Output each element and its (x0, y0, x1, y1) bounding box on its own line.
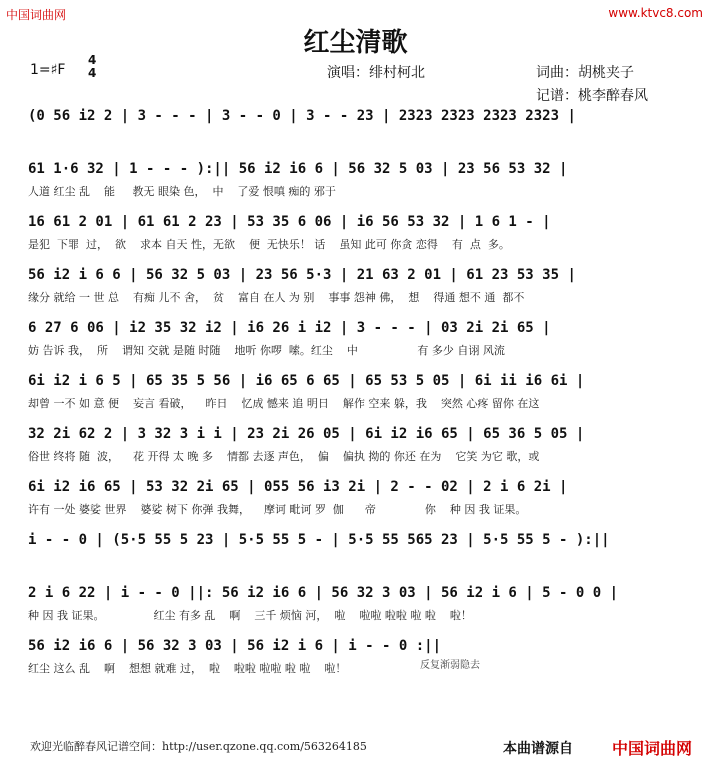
notation-line: 61 1·6 32 | 1 - - - ):|| 56 i2 i6 6 | 56 32 5 03 | 23 56 53 32 | (28, 161, 568, 177)
lyrics-line: 许有 一处 婆娑 世界 婆娑 树下 你弹 我舞， 摩诃 毗诃 罗 伽 帝 你 种 因 我 证果。 (28, 503, 527, 516)
lyrics-line: 是犯 下罪 过， 欲 求本 自天 性，无欲 便 无快乐！ 话 虽知 此可 你贪 恋得 有 点 多。 (28, 238, 510, 251)
footer-welcome: 欢迎光临醉春风记谱空间：http://user.qzone.qq.com/563264185 (30, 740, 367, 753)
watermark-right: www.ktvc8.com (608, 6, 703, 20)
notation-line: 32 2i 62 2 | 3 32 3 i i | 23 2i 26 05 | 6i i2 i6 65 | 65 36 5 05 | (28, 426, 585, 442)
singer: 演唱：绯村柯北 (327, 65, 425, 81)
watermark-left: 中国词曲网 (6, 8, 67, 22)
notation-line: 56 i2 i6 6 | 56 32 3 03 | 56 i2 i 6 | i - - 0 :|| (28, 638, 442, 654)
notation-line: 56 i2 i 6 6 | 56 32 5 03 | 23 56 5·3 | 21 63 2 01 | 61 23 53 35 | (28, 267, 576, 283)
key-signature: 1=♯F (30, 62, 66, 78)
lyrics-line: 缘分 就给 一 世 总 有痴 儿不 舍， 贫 富自 在人 为 别 事事 怨神 佛， 想 得通 想不 通 都不 (28, 291, 525, 304)
lyricist: 词曲：胡桃夹子 (536, 65, 634, 81)
repeat-note: 反复渐弱隐去 (420, 660, 480, 671)
notation-line: 6 27 6 06 | i2 35 32 i2 | i6 26 i i2 | 3 - - - | 03 2i 2i 65 | (28, 320, 551, 336)
time-sig-bottom: 4 (88, 66, 97, 80)
time-signature (88, 54, 96, 80)
lyrics-line: 人道 红尘 乱 能 教无 眼染 色， 中 了爱 恨嗔 痴的 邪于 (28, 185, 336, 198)
footer-brand: 中国词曲网 (612, 739, 693, 758)
lyrics-line: 种 因 我 证果。 红尘 有多 乱 啊 三千 烦恼 河， 啦 啦啦 啦啦 啦 啦 啦！ (28, 609, 472, 622)
notation-line: i - - 0 | (5·5 55 5 23 | 5·5 55 5 - | 5·5 55 565 23 | 5·5 55 5 - ):|| (28, 532, 610, 548)
song-title: 红尘清歌 (303, 28, 408, 58)
notation-line: 6i i2 i 6 5 | 65 35 5 56 | i6 65 6 65 | 65 53 5 05 | 6i ii i6 6i | (28, 373, 585, 389)
lyrics-line: 妨 告诉 我， 所 谓知 交就 是随 时随 地听 你啰 嗦。红尘 中 有 多少 自诩 风流 (28, 344, 505, 357)
notation-line: (0 56 i2 2 | 3 - - - | 3 - - 0 | 3 - - 23 | 2323 2323 2323 2323 | (28, 108, 576, 124)
lyrics-line: 红尘 这么 乱 啊 想想 就难 过， 啦 啦啦 啦啦 啦 啦 啦！ (28, 662, 347, 675)
time-sig-top: 4 (88, 53, 97, 67)
footer-source: 本曲谱源自 (503, 741, 573, 757)
transcriber: 记谱：桃李醉春风 (536, 88, 648, 104)
lyrics-line: 却曾 一不 如 意 便 妄言 看破， 昨日 忆成 憾来 追 明日 解作 空来 躲，我 突然 心疼 留你 在这 (28, 397, 540, 410)
notation-line: 6i i2 i6 65 | 53 32 2i 65 | 055 56 i3 2i | 2 - - 02 | 2 i 6 2i | (28, 479, 568, 495)
notation-line: 2 i 6 22 | i - - 0 ||: 56 i2 i6 6 | 56 32 3 03 | 56 i2 i 6 | 5 - 0 0 | (28, 585, 619, 601)
lyrics-line: 俗世 终将 随 波， 花 开得 太 晚 多 情都 去逐 声色， 偏 偏执 拗的 你还 在为 它笑 为它 歌，或 (28, 450, 540, 463)
notation-line: 16 61 2 01 | 61 61 2 23 | 53 35 6 06 | i6 56 53 32 | 1 6 1 - | (28, 214, 551, 230)
